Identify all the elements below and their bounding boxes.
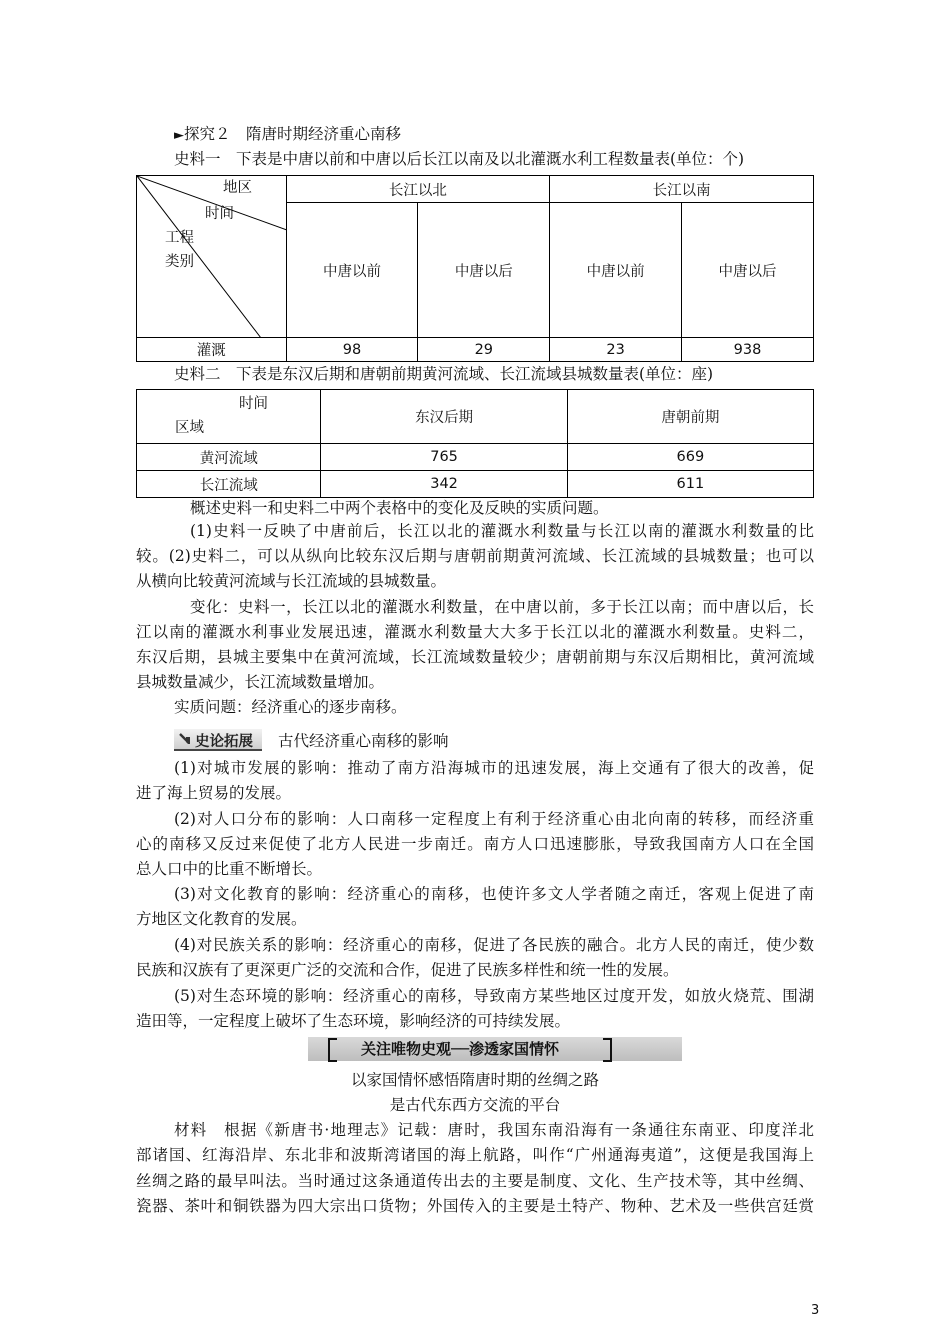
- corner-type-label-1: 工程: [165, 230, 194, 246]
- answer-change-line: 变化：史料一，长江以北的灌溉水利数量，在中唐以前，多于长江以南；而中唐以后，长: [190, 598, 814, 616]
- extension-badge: [174, 729, 262, 751]
- row-label-irrigation: 灌溉: [137, 338, 287, 362]
- section-heading: [174, 124, 401, 146]
- page-number: 3: [811, 1303, 820, 1318]
- subtitle-line: 是古代东西方交流的平台: [389, 1096, 561, 1114]
- question-text: 概述史料一和史料二中两个表格中的变化及反映的实质问题。: [190, 499, 609, 517]
- extension-para-line: 心的南移又反过来促使了北方人民进一步南迁。南方人口迅速膨胀，导致我国南方人口在全国: [136, 835, 814, 853]
- table-cell: 29: [418, 338, 550, 362]
- row-label: 长江流域: [137, 471, 321, 498]
- sub-header: 中唐以前: [550, 203, 682, 338]
- sub-header: 中唐以前: [286, 203, 418, 338]
- table-cell: 342: [321, 471, 567, 498]
- table-cell: 938: [682, 338, 814, 362]
- extension-para-line: 方地区文化教育的发展。: [136, 910, 307, 928]
- extension-title: 古代经济重心南移的影响: [278, 732, 449, 750]
- subtitle-line: 以家国情怀感悟隋唐时期的丝绸之路: [350, 1071, 599, 1089]
- extension-para-line: 总人口中的比重不断增长。: [136, 860, 323, 878]
- answer-change-line: 江以南的灌溉水利事业发展迅速，灌溉水利数量大大多于长江以北的灌溉水利数量。史料二，: [136, 623, 814, 641]
- material-line: 部诸国、红海沿岸、东北非和波斯湾诸国的海上航路，叫作“广州通海夷道”，这便是我国海上: [136, 1146, 814, 1164]
- extension-para-line: 进了海上贸易的发展。: [136, 784, 292, 802]
- extension-para-line: (4)对民族关系的影响：经济重心的南移，促进了各民族的融合。北方人民的南迁，使少数: [174, 936, 814, 954]
- extension-badge-label: 史论拓展: [195, 734, 253, 750]
- col-header: 东汉后期: [321, 390, 567, 444]
- row-label: 黄河流域: [137, 444, 321, 471]
- hint-line: (1)史料一反映了中唐前后，长江以北的灌溉水利数量与长江以南的灌溉水利数量的比: [190, 522, 814, 540]
- table2-corner-cell: [137, 390, 321, 444]
- county-table: [136, 389, 814, 498]
- extension-para-line: (5)对生态环境的影响：经济重心的南移，导致南方某些地区过度开发，如放火烧荒、围湖: [174, 987, 814, 1005]
- arrow-badge-icon: [177, 731, 193, 747]
- sub-header: 中唐以后: [682, 203, 814, 338]
- source1-intro: 史料一 下表是中唐以前和中唐以后长江以南及以北灌溉水利工程数量表(单位：个): [174, 150, 745, 168]
- table-cell: 765: [321, 444, 567, 471]
- extension-para-line: (1)对城市发展的影响：推动了南方沿海城市的迅速发展，海上交通有了很大的改善，促: [174, 759, 814, 777]
- extension-para-line: (2)对人口分布的影响：人口南移一定程度上有利于经济重心由北向南的转移，而经济重: [174, 810, 814, 828]
- north-header: 长江以北: [286, 176, 550, 203]
- banner-text: 关注唯物史观──渗透家国情怀: [360, 1040, 560, 1058]
- answer-change-line: 东汉后期，县城主要集中在黄河流域，长江流域数量较少；唐朝前期与东汉后期相比，黄河流域: [136, 648, 814, 666]
- arrow-icon: ►: [174, 128, 184, 143]
- hint-line: 较。(2)史料二，可以从纵向比较东汉后期与唐朝前期黄河流域、长江流域的县城数量；也可以: [136, 547, 814, 565]
- corner-region-label: 区域: [175, 420, 204, 436]
- source2-intro: 史料二 下表是东汉后期和唐朝前期黄河流域、长江流域县城数量表(单位：座): [174, 365, 714, 383]
- table-cell: 23: [550, 338, 682, 362]
- hint-line: 从横向比较黄河流域与长江流域的县城数量。: [136, 572, 447, 590]
- south-header: 长江以南: [550, 176, 814, 203]
- sub-header: 中唐以后: [418, 203, 550, 338]
- table-cell: 98: [286, 338, 418, 362]
- section-heading-text: 探究２ 隋唐时期经济重心南移: [184, 125, 402, 143]
- corner-time-label: 时间: [205, 206, 234, 222]
- col-header: 唐朝前期: [567, 390, 813, 444]
- extension-para-line: 造田等，一定程度上破坏了生态环境，影响经济的可持续发展。: [136, 1012, 571, 1030]
- material-line: 丝绸之路的最早叫法。当时通过这条通道传出去的主要是制度、文化、生产技术等，其中丝绸、: [136, 1172, 814, 1190]
- material-line: 瓷器、茶叶和铜铁器为四大宗出口货物；外国传入的主要是土特产、物种、艺术及一些供宫廷赏: [136, 1197, 814, 1215]
- corner-region-label: 地区: [223, 180, 252, 196]
- irrigation-table: [136, 175, 814, 362]
- answer-change-line: 县城数量减少，长江流域数量增加。: [136, 673, 385, 691]
- material-line: 材料 根据《新唐书·地理志》记载：唐时，我国东南沿海有一条通往东南亚、印度洋北: [174, 1121, 814, 1139]
- corner-time-label: 时间: [239, 396, 268, 412]
- diagonal-lines: [137, 176, 287, 338]
- extension-para-line: 民族和汉族有了更深更广泛的交流和合作，促进了民族多样性和统一性的发展。: [136, 961, 679, 979]
- table-cell: 611: [567, 471, 813, 498]
- answer-essence: 实质问题：经济重心的逐步南移。: [174, 698, 407, 716]
- section-banner: [308, 1037, 682, 1061]
- table1-corner-cell: [137, 176, 287, 338]
- table-cell: 669: [567, 444, 813, 471]
- corner-type-label-2: 类别: [165, 254, 194, 270]
- extension-para-line: (3)对文化教育的影响：经济重心的南移，也使许多文人学者随之南迁，客观上促进了南: [174, 885, 814, 903]
